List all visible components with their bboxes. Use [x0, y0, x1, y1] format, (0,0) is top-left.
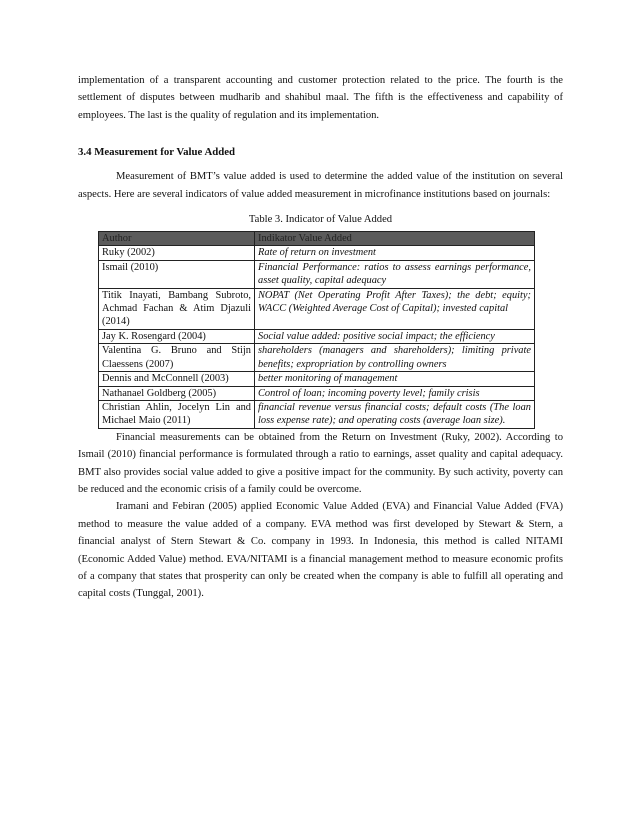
author-cell: Christian Ahlin, Jocelyn Lin and Michael Maio (2011) — [99, 400, 255, 428]
document-page — [78, 72, 563, 603]
author-cell: Dennis and McConnell (2003) — [99, 372, 255, 386]
table-row — [99, 372, 535, 386]
table-row — [99, 400, 535, 428]
table-caption: Table 3. Indicator of Value Added — [248, 214, 393, 226]
indicator-cell: Social value added: positive social impact; the efficiency — [255, 329, 535, 343]
value-added-table — [98, 231, 535, 429]
table-row — [99, 246, 535, 260]
author-cell: Valentina G. Bruno and Stijn Claessens (2007) — [99, 344, 255, 372]
indicator-cell: NOPAT (Net Operating Profit After Taxes); the debt; equity; WACC (Weighted Average Cost of Capital); invested capital — [255, 288, 535, 329]
table-row — [99, 260, 535, 288]
author-cell: Titik Inayati, Bambang Subroto, Achmad Fachan & Atim Djazuli (2014) — [99, 288, 255, 329]
author-cell: Jay K. Rosengard (2004) — [99, 329, 255, 343]
table-row — [99, 386, 535, 400]
author-cell: Ruky (2002) — [99, 246, 255, 260]
section-paragraph: Measurement of BMT’s value added is used to determine the added value of the institution on several aspects. Here are several indicators of value added measurement in microfinance institutions based on journals: — [78, 171, 563, 200]
paragraph-after-table: Financial measurements can be obtained from the Return on Investment (Ruky, 2002). According to Ismail (2010) financial performance is formulated through a ratio to earnings, asset quality and capital adequacy. BMT also provides social value added to give a positive impact for the community. By such activity, poverty can be reduced and the economic crisis of a family could be overcome. — [78, 431, 563, 495]
final-paragraph: Iramani and Febiran (2005) applied Economic Value Added (EVA) and Financial Value Added (FVA) method to measure the value added of a company. EVA method was first developed by Stewart & Stern, a financial analyst of Stern Stewart & Co. company in 1993. In Indonesia, this method is called NITAMI (Economic Added Value) method. EVA/NITAMI is a financial management method to measure economic profits of a company that states that prosperity can only be created when the company is able to fulfill all operating and capital costs (Tunggal, 2001). — [78, 501, 563, 600]
header-indicator: Indikator Value Added — [255, 232, 535, 246]
table-row — [99, 288, 535, 329]
header-author: Author — [99, 232, 255, 246]
indicator-cell: Control of loan; incoming poverty level; family crisis — [255, 386, 535, 400]
section-heading: 3.4 Measurement for Value Added — [78, 146, 236, 159]
indicator-cell: shareholders (managers and shareholders); limiting private benefits; expropriation by controlling owners — [255, 344, 535, 372]
table-row — [99, 344, 535, 372]
author-cell: Ismail (2010) — [99, 260, 255, 288]
indicator-cell: Financial Performance: ratios to assess earnings performance, asset quality, capital adequacy — [255, 260, 535, 288]
indicator-cell: Rate of return on investment — [255, 246, 535, 260]
table-header-row — [99, 232, 535, 246]
author-cell: Nathanael Goldberg (2005) — [99, 386, 255, 400]
table-row — [99, 329, 535, 343]
indicator-cell: financial revenue versus financial costs; default costs (The loan loss expense rate); and operating costs (average loan size). — [255, 400, 535, 428]
intro-paragraph: implementation of a transparent accounting and customer protection related to the price. The fourth is the settlement of disputes between mudharib and shahibul maal. The fifth is the effectiveness and capability of employees. The last is the quality of regulation and its implementation. — [78, 75, 563, 121]
indicator-cell: better monitoring of management — [255, 372, 535, 386]
